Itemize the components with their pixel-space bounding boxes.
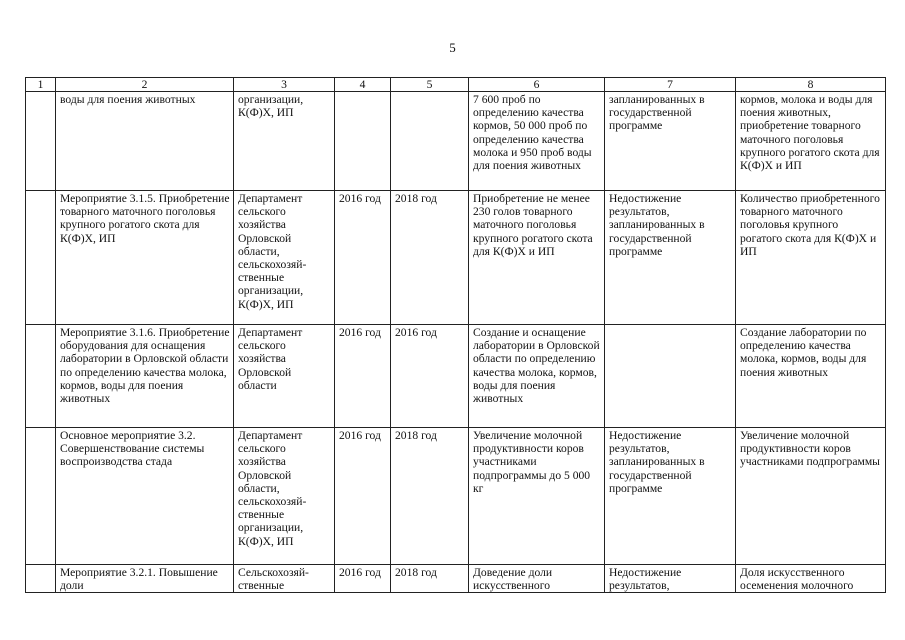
table-cell: Создание и оснащение лаборатории в Орловской области по определению качества молока, кормов, воды для поения животных: [469, 325, 605, 428]
table-cell: [391, 92, 469, 191]
table-cell: Мероприятие 3.2.1. Повышение доли: [56, 565, 234, 593]
table-row: [26, 565, 886, 593]
table-cell: 2018 год: [391, 565, 469, 593]
table-cell: [26, 92, 56, 191]
table-cell: Департамент сельского хозяйства Орловской области, сельскохозяй-ственные организации, К(Ф)Х, ИП: [234, 428, 335, 565]
table-cell: Мероприятие 3.1.6. Приобретение оборудования для оснащения лаборатории в Орловской области по определению качества молока, кормов, воды для поения животных: [56, 325, 234, 428]
table-cell: 2016 год: [335, 325, 391, 428]
column-header: 1: [26, 78, 56, 92]
column-header: 4: [335, 78, 391, 92]
table-cell: Департамент сельского хозяйства Орловской области, сельскохозяй-ственные организации, К(Ф)Х, ИП: [234, 191, 335, 325]
measures-table: [25, 77, 886, 593]
table-cell: 7 600 проб по определению качества кормов, 50 000 проб по определению качества молока и 950 проб воды для поения животных: [469, 92, 605, 191]
page-number: 5: [449, 40, 456, 55]
table-cell: Недостижение результатов,: [605, 565, 736, 593]
table-row: [26, 325, 886, 428]
table-cell: Доведение доли искусственного: [469, 565, 605, 593]
table-cell: воды для поения животных: [56, 92, 234, 191]
table-cell: Увеличение молочной продуктивности коров участниками подпрограммы до 5 000 кг: [469, 428, 605, 565]
column-header: 5: [391, 78, 469, 92]
table-cell: организации, К(Ф)Х, ИП: [234, 92, 335, 191]
table-cell: 2018 год: [391, 428, 469, 565]
table-cell: 2016 год: [335, 428, 391, 565]
table-cell: [26, 565, 56, 593]
table-cell: Создание лаборатории по определению качества молока, кормов, воды для поения животных: [736, 325, 886, 428]
table-cell: 2018 год: [391, 191, 469, 325]
table-cell: Приобретение не менее 230 голов товарного маточного поголовья крупного рогатого скота для К(Ф)Х и ИП: [469, 191, 605, 325]
table-cell: Сельскохозяй-ственные: [234, 565, 335, 593]
table-row: [26, 428, 886, 565]
table-cell: запланированных в государственной программе: [605, 92, 736, 191]
table-cell: [335, 92, 391, 191]
table-cell: Мероприятие 3.1.5. Приобретение товарного маточного поголовья крупного рогатого скота для К(Ф)Х, ИП: [56, 191, 234, 325]
table-cell: Количество приобретенного товарного маточного поголовья крупного рогатого скота для К(Ф)Х и ИП: [736, 191, 886, 325]
table-row: [26, 92, 886, 191]
table-row: [26, 191, 886, 325]
table-cell: [26, 428, 56, 565]
table-cell: [605, 325, 736, 428]
table-cell: кормов, молока и воды для поения животных, приобретение товарного маточного поголовья крупного рогатого скота для К(Ф)Х и ИП: [736, 92, 886, 191]
table-cell: 2016 год: [335, 191, 391, 325]
table-cell: Недостижение результатов, запланированных в государственной программе: [605, 428, 736, 565]
column-number-row: [26, 78, 886, 92]
column-header: 8: [736, 78, 886, 92]
column-header: 3: [234, 78, 335, 92]
column-header: 7: [605, 78, 736, 92]
table-cell: 2016 год: [391, 325, 469, 428]
table-cell: Увеличение молочной продуктивности коров участниками подпрограммы: [736, 428, 886, 565]
table-cell: [26, 325, 56, 428]
table-cell: [26, 191, 56, 325]
table-cell: Основное мероприятие 3.2. Совершенствование системы воспроизводства стада: [56, 428, 234, 565]
table-cell: Департамент сельского хозяйства Орловской области: [234, 325, 335, 428]
table-cell: Недостижение результатов, запланированных в государственной программе: [605, 191, 736, 325]
column-header: 6: [469, 78, 605, 92]
table-cell: 2016 год: [335, 565, 391, 593]
table-cell: Доля искусственного осеменения молочного: [736, 565, 886, 593]
column-header: 2: [56, 78, 234, 92]
